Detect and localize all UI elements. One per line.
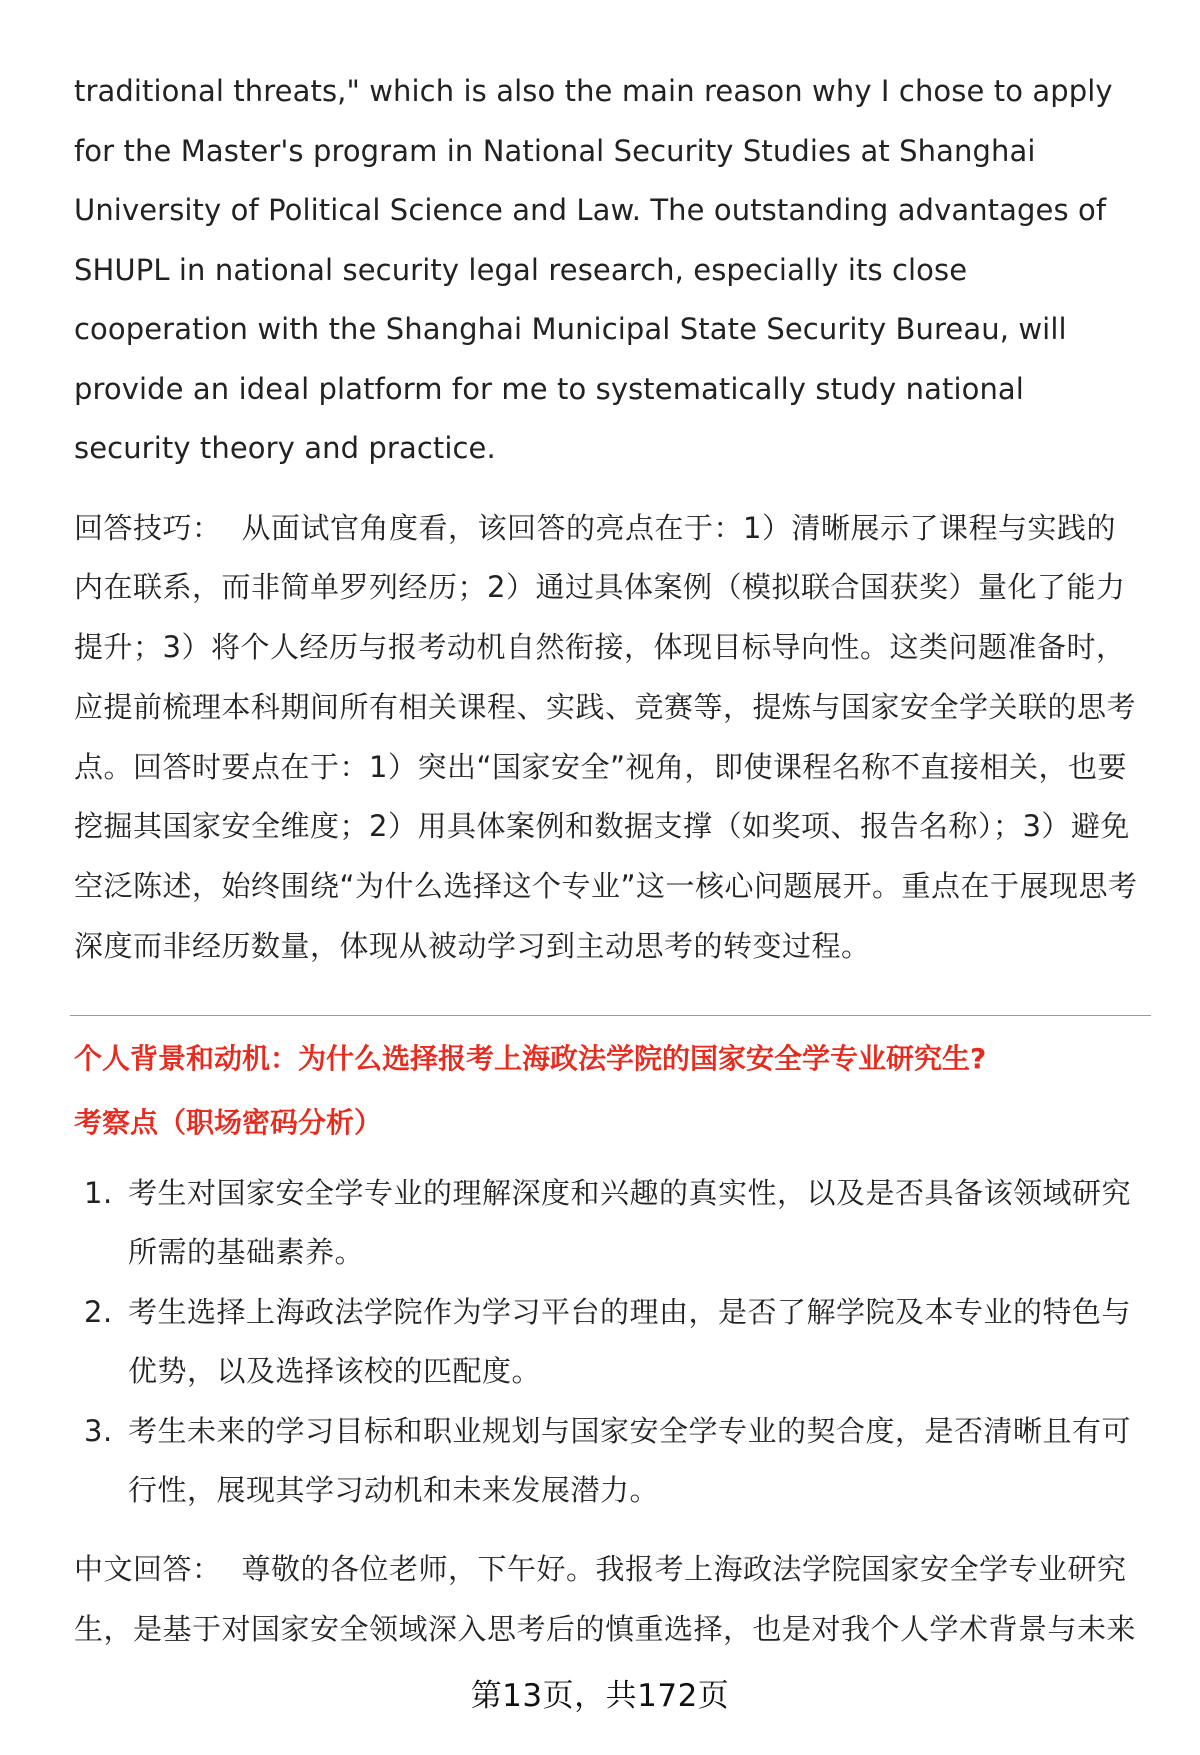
list-item-text: 考生选择上海政法学院作为学习平台的理由，是否了解学院及本专业的特色与优势，以及选择该校的匹配度。 bbox=[128, 1294, 1132, 1388]
list-item bbox=[74, 1283, 1145, 1401]
tips-text: 从面试官角度看，该回答的亮点在于：1）清晰展示了课程与实践的内在联系，而非简单罗列经历；2）通过具体案例（模拟联合国获奖）量化了能力提升；3）将个人经历与报考动机自然衔接，体现目标导向性。这类问题准备时，应提前梳理本科期间所有相关课程、实践、竞赛等，提炼与国家安全学关联的思考点。回答时要点在于：1）突出“国家安全”视角，即使课程名称不直接相关，也要挖掘其国家安全维度；2）用具体案例和数据支撑（如奖项、报告名称）；3）避免空泛陈述，始终围绕“为什么选择这个专业”这一核心问题展开。重点在于展现思考深度而非经历数量，体现从被动学习到主动思考的转变过程。 bbox=[74, 510, 1138, 964]
answer-text: 尊敬的各位老师，下午好。我报考上海政法学院国家安全学专业研究生，是基于对国家安全领域深入思考后的慎重选择，也是对我个人学术背景与未来 bbox=[74, 1551, 1137, 1646]
list-item bbox=[74, 1164, 1145, 1282]
section-divider bbox=[70, 1015, 1151, 1016]
list-item bbox=[74, 1402, 1145, 1520]
answer-tips bbox=[74, 499, 1145, 977]
list-item-text: 考生未来的学习目标和职业规划与国家安全学专业的契合度，是否清晰且有可行性，展现其学习动机和未来发展潜力。 bbox=[128, 1413, 1132, 1507]
list-item-number: 2. bbox=[84, 1294, 113, 1329]
list-item-number: 3. bbox=[84, 1413, 113, 1448]
list-item-number: 1. bbox=[84, 1175, 113, 1210]
sub-title: 考察点（职场密码分析） bbox=[74, 1105, 383, 1139]
list-item-text: 考生对国家安全学专业的理解深度和兴趣的真实性，以及是否具备该领域研究所需的基础素养。 bbox=[128, 1175, 1132, 1269]
answer-label: 中文回答： bbox=[74, 1551, 222, 1586]
english-paragraph: traditional threats," which is also the main reason why I chose to apply for the Master's program in National Security Studies at Shanghai University of Political Science and Law. The outstanding advantages of SHUPL in national security legal research, especially its close cooperation with the Shanghai Municipal State Security Bureau, will provide an ideal platform for me to systematically study national security theory and practice. bbox=[74, 74, 1113, 465]
page-number: 第13页，共172页 bbox=[470, 1678, 730, 1714]
chinese-answer bbox=[74, 1540, 1145, 1660]
assessment-points-list bbox=[74, 1164, 1145, 1520]
tips-label: 回答技巧： bbox=[74, 510, 222, 545]
section-title: 个人背景和动机：为什么选择报考上海政法学院的国家安全学专业研究生? bbox=[74, 1041, 987, 1075]
